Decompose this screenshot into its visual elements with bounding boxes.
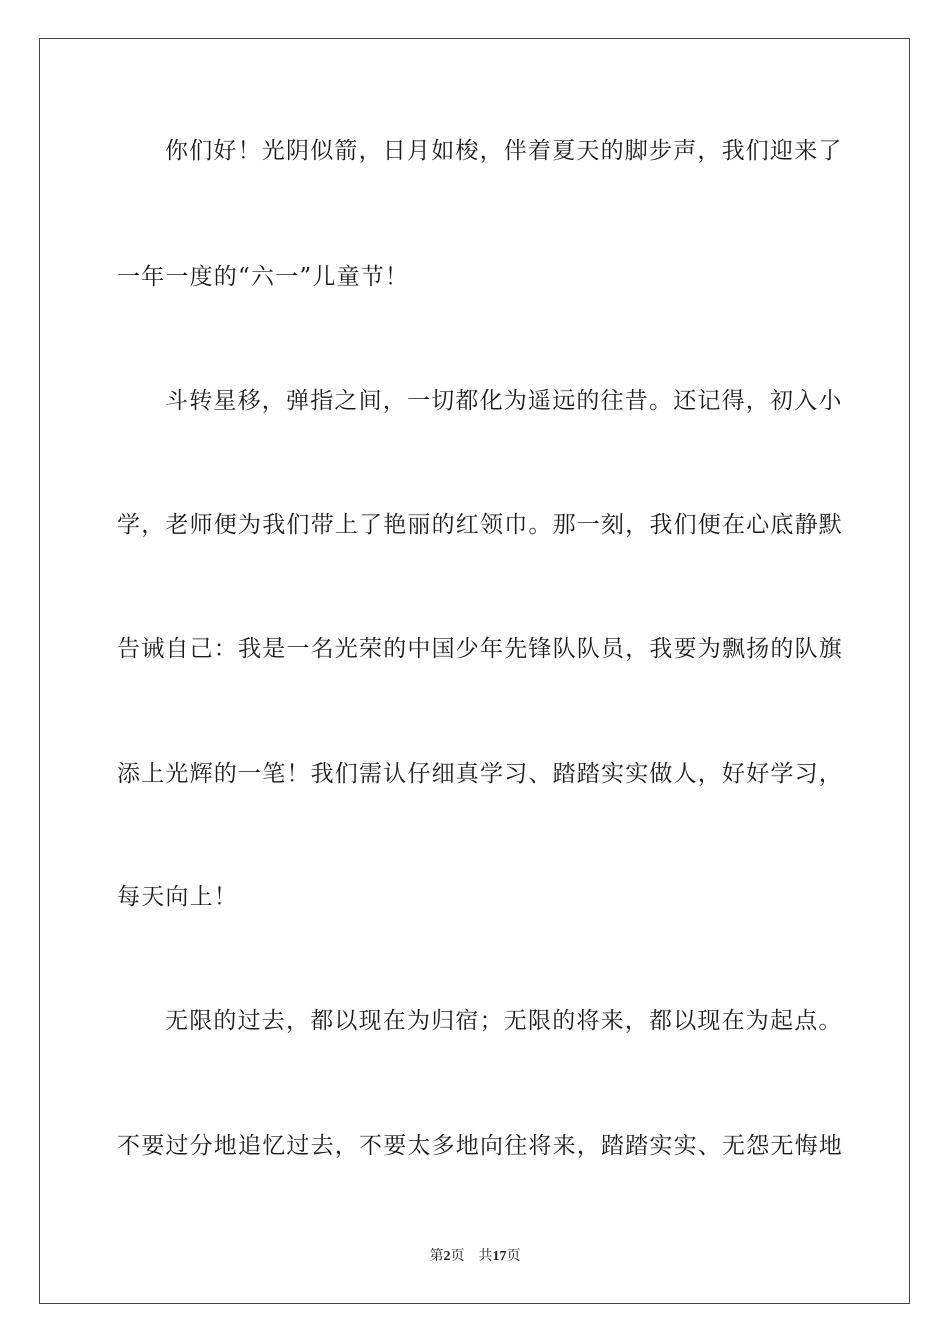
paragraph-3-line-1: 无限的过去，都以现在为归宿；无限的将来，都以现在为起点。: [165, 1008, 843, 1034]
footer-page-suffix: 页: [450, 1249, 465, 1264]
paragraph-2-line-3: 告诫自己：我是一名光荣的中国少年先锋队队员，我要为飘扬的队旗: [117, 636, 843, 662]
footer-page-prefix: 第: [429, 1249, 444, 1264]
footer-total-pages: 17: [492, 1249, 507, 1264]
paragraph-2-line-2: 学，老师便为我们带上了艳丽的红领巾。那一刻，我们便在心底静默: [117, 512, 843, 538]
paragraph-2-line-4: 添上光辉的一笔！我们需认仔细真学习、踏踏实实做人，好好学习，: [117, 761, 843, 787]
paragraph-1-line-1: 你们好！光阴似箭，日月如梭，伴着夏天的脚步声，我们迎来了: [165, 138, 843, 164]
paragraph-1-line-2: 一年一度的“六一”儿童节！: [117, 264, 410, 290]
paragraph-3-line-2: 不要过分地追忆过去，不要太多地向往将来，踏踏实实、无怨无悔地: [117, 1133, 843, 1159]
paragraph-2-line-1: 斗转星移，弹指之间，一切都化为遥远的往昔。还记得，初入小: [165, 388, 843, 414]
page-footer: [0, 1248, 950, 1266]
footer-total-suffix: 页: [506, 1249, 521, 1264]
page-border: [39, 38, 910, 1304]
paragraph-2-line-5: 每天向上！: [117, 884, 238, 910]
footer-page-number: 2: [443, 1249, 451, 1264]
footer-total-prefix: 共: [478, 1249, 493, 1264]
